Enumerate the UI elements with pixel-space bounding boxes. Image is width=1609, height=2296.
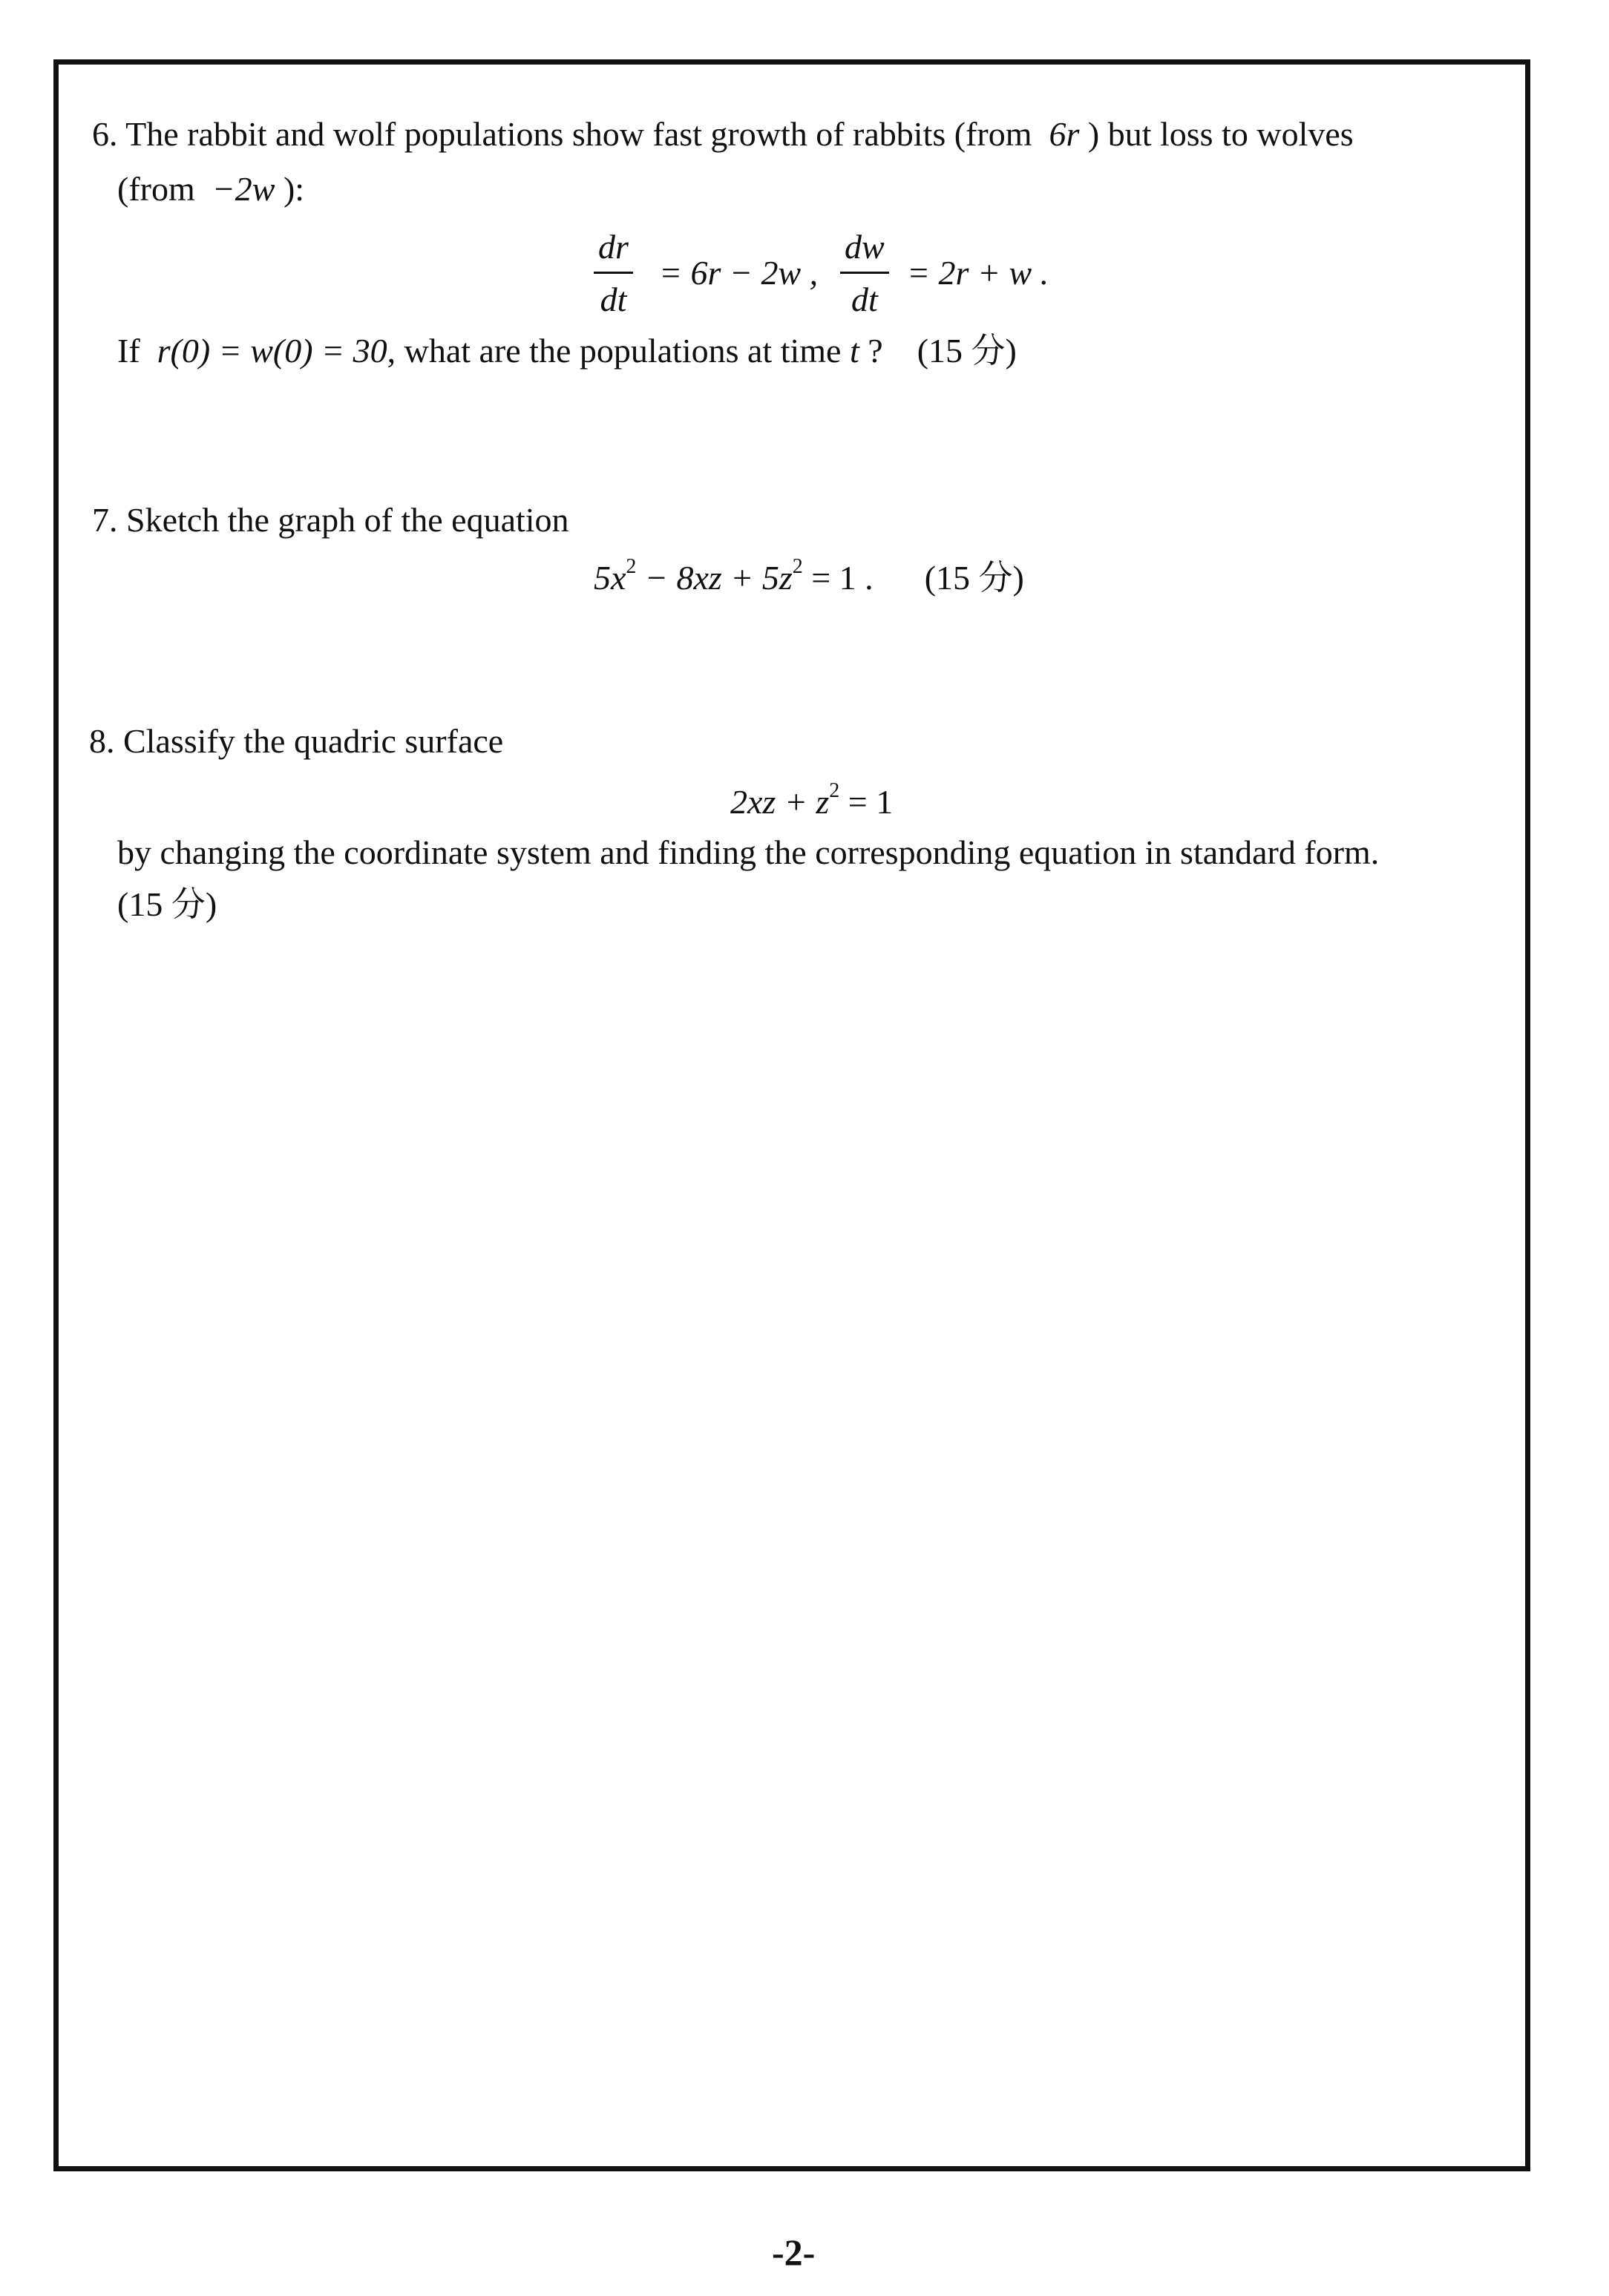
q8-equation: $2xz + z^2 = 1$	[730, 779, 894, 821]
q6-condition: If r(0) = w(0) = 30, what are the populations at time t ? (15 分)	[117, 332, 1017, 370]
q6-eq1-fraction: $\frac{dr}{dt}$	[594, 230, 633, 317]
q7-equation: $5x^2 - 8xz + 5z^2 = 1$ . (15 分)	[594, 555, 1024, 597]
q7-text: 7. Sketch the graph of the equation	[92, 501, 569, 539]
q6-line-1: 6. The rabbit and wolf populations show fast growth of rabbits (from 6r ) but loss to wolves	[92, 115, 1354, 153]
q7-points: (15 分)	[924, 559, 1024, 597]
page-border	[53, 59, 1530, 2171]
q8-line-3: by changing the coordinate system and finding the corresponding equation in standard form.	[117, 833, 1380, 871]
q8-text: 8. Classify the quadric surface	[89, 722, 504, 760]
q6-initial-condition: r(0) = w(0) = 30	[157, 332, 387, 370]
q6-points: (15 分)	[917, 332, 1017, 370]
q6-eq2-rhs: = 2r + w .	[907, 254, 1049, 292]
q6-term-6r: 6r	[1049, 115, 1080, 153]
page-number: -2-	[772, 2231, 816, 2273]
q8-points: (15 分)	[117, 885, 217, 923]
q6-eq2-fraction: $\frac{dw}{dt}$	[840, 230, 889, 317]
q6-eq1-rhs: = 6r − 2w ,	[659, 254, 819, 292]
q6-line-2: (from −2w ):	[117, 170, 305, 208]
q6-term-minus2w: −2w	[212, 170, 275, 208]
